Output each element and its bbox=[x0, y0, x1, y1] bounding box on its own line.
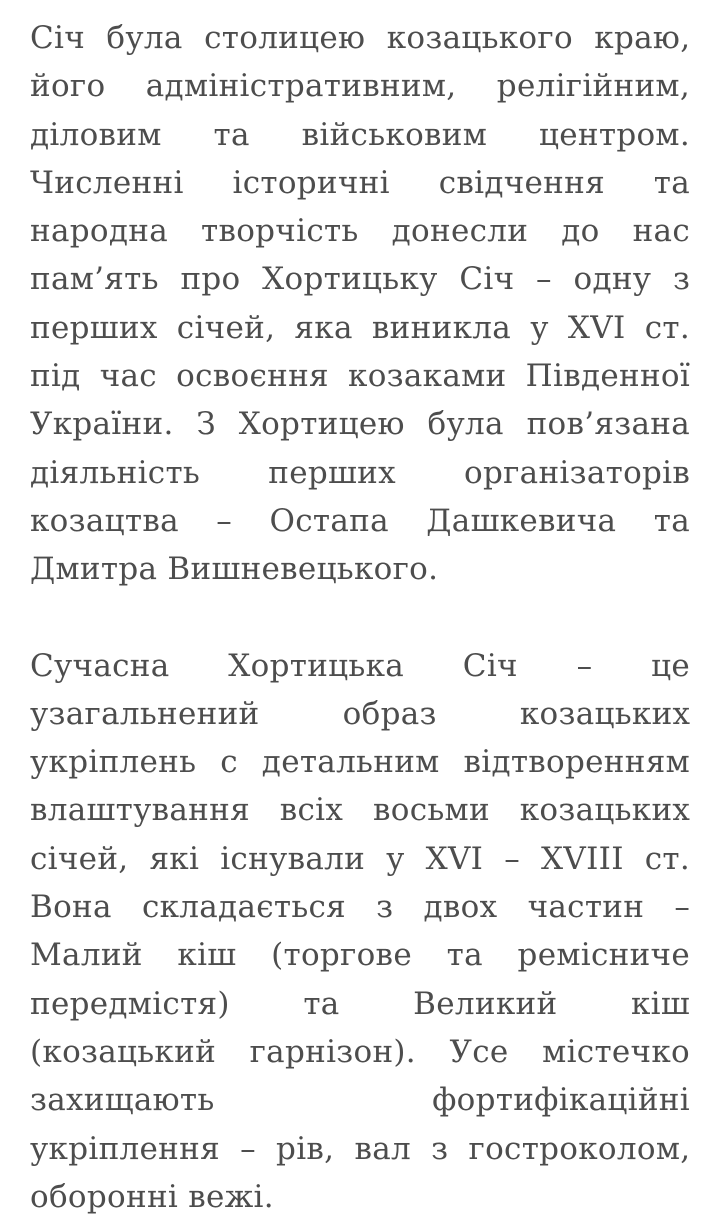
text-line: його адміністративним, релігійним, bbox=[30, 68, 690, 105]
text-line: діловим та військовим центром. bbox=[30, 116, 690, 153]
text-line: України. З Хортицею була пов’язана bbox=[30, 406, 690, 443]
text-line: передмістя) та Великий кіш bbox=[30, 985, 690, 1022]
text-line: (козацький гарнізон). Усе містечко bbox=[30, 1033, 690, 1070]
text-line: Дмитра Вишневецького. bbox=[30, 551, 439, 588]
paragraph-sich-history bbox=[30, 14, 690, 594]
text-line: Сучасна Хортицька Січ – це bbox=[30, 647, 690, 684]
text-line: козацтва – Остапа Дашкевича та bbox=[30, 502, 690, 539]
text-line: оборонні вежі. bbox=[30, 1178, 274, 1215]
text-line: укріплення – рів, вал з гостроколом, bbox=[30, 1130, 691, 1167]
text-line: захищають фортифікаційні bbox=[30, 1082, 690, 1119]
text-line: пам’ять про Хортицьку Січ – одну з bbox=[30, 261, 691, 298]
text-line: Численні історичні свідчення та bbox=[30, 164, 690, 201]
text-line: узагальнений образ козацьких bbox=[30, 695, 691, 732]
text-line: перших січей, яка виникла у XVI ст. bbox=[30, 309, 690, 346]
text-line: влаштування всіх восьми козацьких bbox=[30, 792, 691, 829]
text-line: січей, які існували у XVI – XVIII ст. bbox=[30, 840, 691, 877]
text-line: під час освоєння козаками Південної bbox=[30, 358, 691, 395]
article-body bbox=[30, 14, 690, 1221]
text-line: народна творчість донесли до нас bbox=[30, 213, 690, 250]
paragraph-spacer bbox=[30, 594, 690, 642]
text-line: Малий кіш (торгове та ремісниче bbox=[30, 937, 690, 974]
text-line: Вона складається з двох частин – bbox=[30, 889, 691, 926]
text-line: Січ була столицею козацького краю, bbox=[30, 20, 691, 56]
text-line: укріплень с детальним відтворенням bbox=[30, 744, 690, 781]
paragraph-modern-sich bbox=[30, 642, 690, 1221]
text-line: діяльність перших організаторів bbox=[30, 454, 691, 491]
